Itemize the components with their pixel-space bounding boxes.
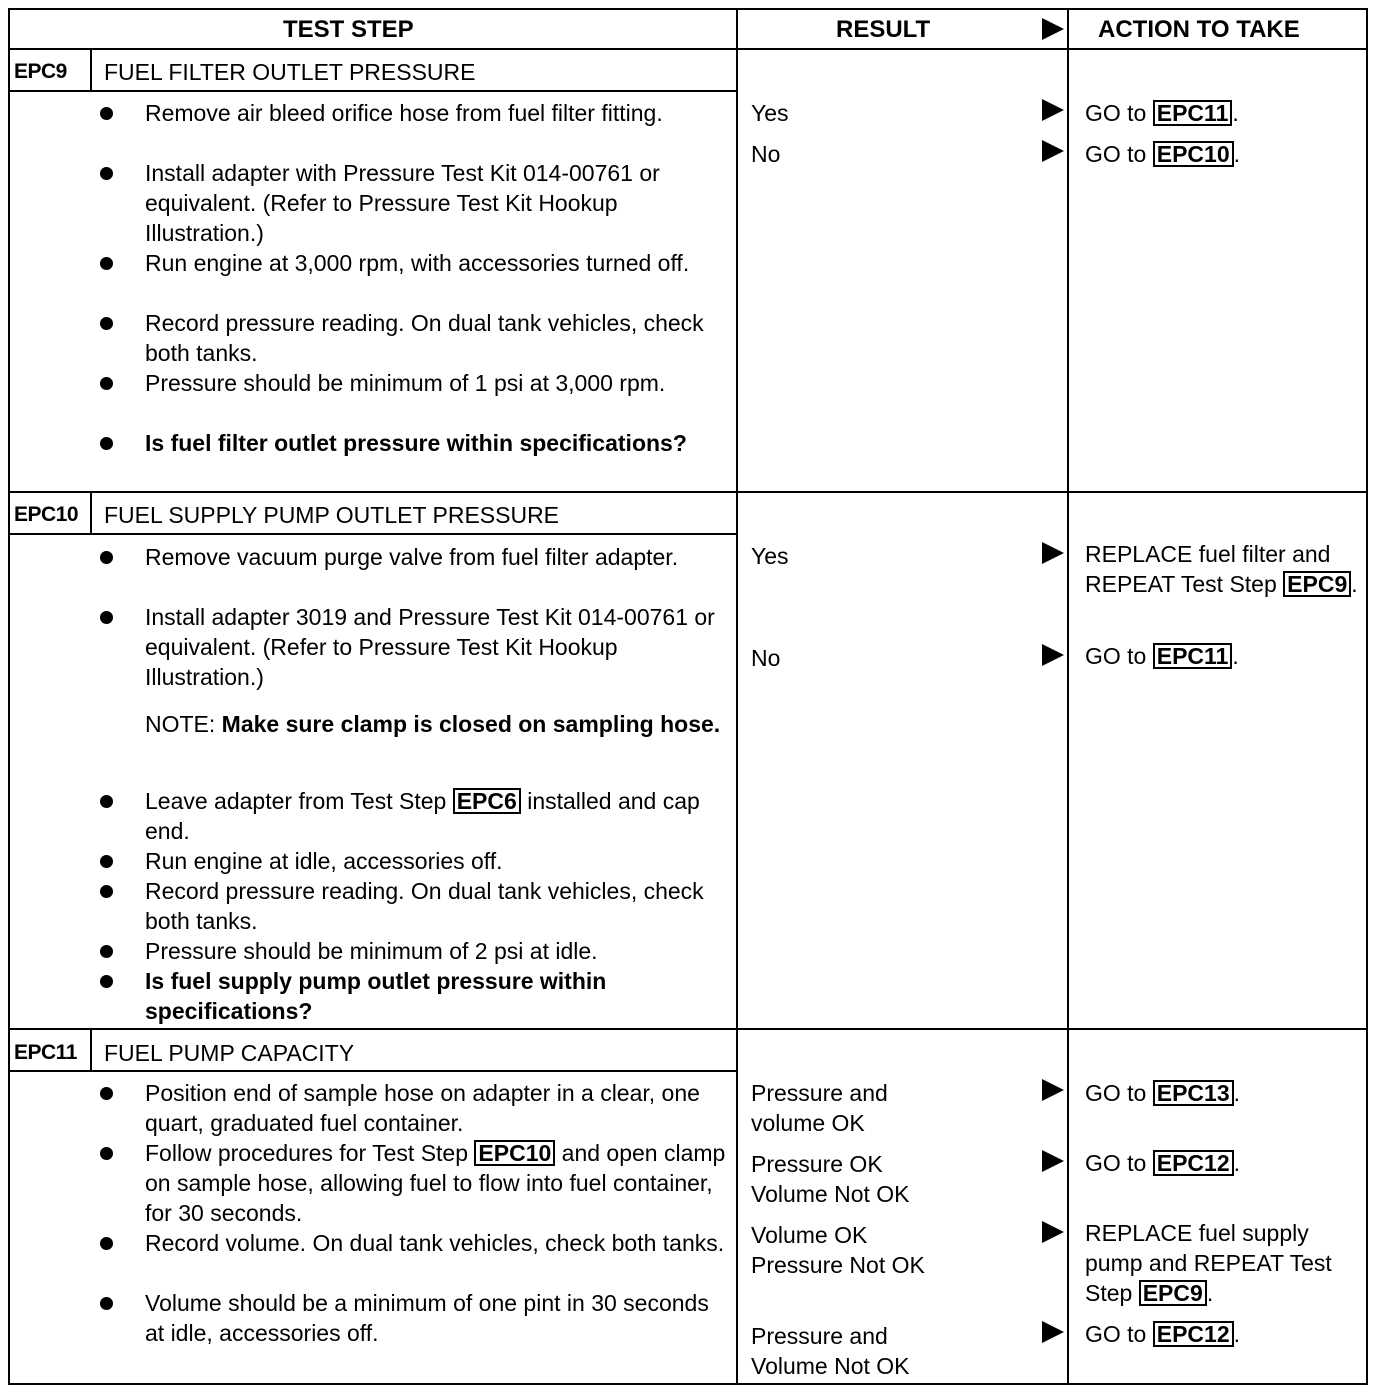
result-text: Pressure OK Volume Not OK <box>751 1151 910 1207</box>
bullet-icon <box>100 795 113 808</box>
action-text: GO to EPC11 . <box>1085 643 1239 669</box>
step-code: EPC11 <box>14 1041 77 1064</box>
list-item: Run engine at idle, accessories off. <box>100 846 730 876</box>
bullet-icon <box>100 317 113 330</box>
result-text: Pressure and volume OK <box>751 1080 888 1136</box>
bullet-icon <box>100 107 113 120</box>
action-text: GO to EPC12 . <box>1085 1150 1241 1176</box>
step-reference: EPC6 <box>453 788 521 814</box>
arrow-icon <box>1042 1321 1064 1343</box>
step-code: EPC10 <box>14 503 79 526</box>
arrow-icon <box>1042 1221 1064 1243</box>
list-item: Is fuel filter outlet pressure within specifications? <box>100 428 730 458</box>
bullet-icon <box>100 167 113 180</box>
list-item: Install adapter 3019 and Pressure Test Kit 014-00761 or equivalent. (Refer to Pressure Test Kit Hookup Illustration.) <box>100 602 730 692</box>
note: NOTE: Make sure clamp is closed on sampling hose. <box>145 711 721 737</box>
list-item: Leave adapter from Test Step EPC6 installed and cap end. <box>100 786 730 846</box>
list-item: Remove vacuum purge valve from fuel filter adapter. <box>100 542 730 572</box>
step-reference: EPC13 <box>1153 1080 1234 1106</box>
epc10-title-bottom-border <box>8 533 738 535</box>
list-item: Volume should be a minimum of one pint in 30 seconds at idle, accessories off. <box>100 1288 730 1348</box>
result-text: Yes <box>751 543 789 569</box>
result-text: Yes <box>751 100 789 126</box>
header-arrow-icon <box>1042 18 1064 40</box>
step-reference: EPC11 <box>1153 100 1233 126</box>
bullet-icon <box>100 945 113 958</box>
header-test-step: TEST STEP <box>283 16 414 43</box>
list-item: Pressure should be minimum of 1 psi at 3,000 rpm. <box>100 368 730 398</box>
action-text: REPLACE fuel filter and REPEAT Test Step EPC9 . <box>1085 541 1358 597</box>
step-reference: EPC12 <box>1153 1150 1234 1176</box>
result-right-border <box>1067 8 1069 1385</box>
step-reference: EPC9 <box>1139 1280 1207 1306</box>
result-text: Pressure and Volume Not OK <box>751 1323 910 1379</box>
arrow-icon <box>1042 644 1064 666</box>
arrow-icon <box>1042 99 1064 121</box>
bullet-icon <box>100 1087 113 1100</box>
bullet-icon <box>100 1147 113 1160</box>
arrow-icon <box>1042 1079 1064 1101</box>
header-result: RESULT <box>836 16 931 43</box>
bullet-icon <box>100 975 113 988</box>
list-item: Run engine at 3,000 rpm, with accessories turned off. <box>100 248 730 278</box>
result-text: No <box>751 141 781 167</box>
step-reference: EPC9 <box>1283 571 1351 597</box>
epc9-code-divider <box>90 50 92 92</box>
bullet-icon <box>100 551 113 564</box>
arrow-icon <box>1042 542 1064 564</box>
step-title: FUEL SUPPLY PUMP OUTLET PRESSURE <box>104 502 560 528</box>
result-text: No <box>751 645 781 671</box>
epc11-title-bottom-border <box>8 1070 738 1072</box>
list-item: Is fuel supply pump outlet pressure within specifications? <box>100 966 730 1026</box>
action-text: GO to EPC10 . <box>1085 141 1241 167</box>
table-left-border <box>8 8 10 1385</box>
step-reference: EPC12 <box>1153 1321 1234 1347</box>
table-top-border <box>8 8 1368 10</box>
table-bottom-border <box>8 1383 1368 1385</box>
list-item: Pressure should be minimum of 2 psi at idle. <box>100 936 730 966</box>
step-code: EPC9 <box>14 60 67 83</box>
header-action: ACTION TO TAKE <box>1098 16 1300 43</box>
step-title: FUEL FILTER OUTLET PRESSURE <box>104 59 476 85</box>
bullet-icon <box>100 885 113 898</box>
bullet-icon <box>100 1237 113 1250</box>
list-item: Record pressure reading. On dual tank vehicles, check both tanks. <box>100 308 730 368</box>
list-item: Position end of sample hose on adapter in a clear, one quart, graduated fuel container. <box>100 1078 730 1138</box>
bullet-icon <box>100 437 113 450</box>
bullet-icon <box>100 611 113 624</box>
epc10-code-divider <box>90 493 92 535</box>
action-text: REPLACE fuel supply pump and REPEAT Test Step EPC9 . <box>1085 1220 1332 1306</box>
action-text: GO to EPC11 . <box>1085 100 1239 126</box>
arrow-icon <box>1042 1150 1064 1172</box>
list-item: Remove air bleed orifice hose from fuel filter fitting. <box>100 98 730 128</box>
list-item: Record pressure reading. On dual tank vehicles, check both tanks. <box>100 876 730 936</box>
epc9-title-bottom-border <box>8 90 738 92</box>
bullet-icon <box>100 1297 113 1310</box>
list-item: Record volume. On dual tank vehicles, check both tanks. <box>100 1228 730 1258</box>
bullet-icon <box>100 257 113 270</box>
header-bottom-border <box>8 48 1368 50</box>
action-text: GO to EPC12 . <box>1085 1321 1241 1347</box>
epc10-bottom-border <box>8 1028 1368 1030</box>
step-reference: EPC11 <box>1153 643 1233 669</box>
test-step-right-border <box>736 8 738 1385</box>
step-reference: EPC10 <box>1153 141 1234 167</box>
table-right-border <box>1366 8 1368 1385</box>
arrow-icon <box>1042 140 1064 162</box>
step-reference: EPC10 <box>474 1140 555 1166</box>
step-title: FUEL PUMP CAPACITY <box>104 1040 355 1066</box>
bullet-icon <box>100 855 113 868</box>
epc9-bottom-border <box>8 491 1368 493</box>
action-text: GO to EPC13 . <box>1085 1080 1241 1106</box>
list-item: Install adapter with Pressure Test Kit 014-00761 or equivalent. (Refer to Pressure Test Kit Hookup Illustration.) <box>100 158 730 248</box>
bullet-icon <box>100 377 113 390</box>
list-item: Follow procedures for Test Step EPC10 and open clamp on sample hose, allowing fuel to flow into fuel container, for 30 seconds. <box>100 1138 730 1228</box>
result-text: Volume OK Pressure Not OK <box>751 1222 925 1278</box>
epc11-code-divider <box>90 1030 92 1072</box>
